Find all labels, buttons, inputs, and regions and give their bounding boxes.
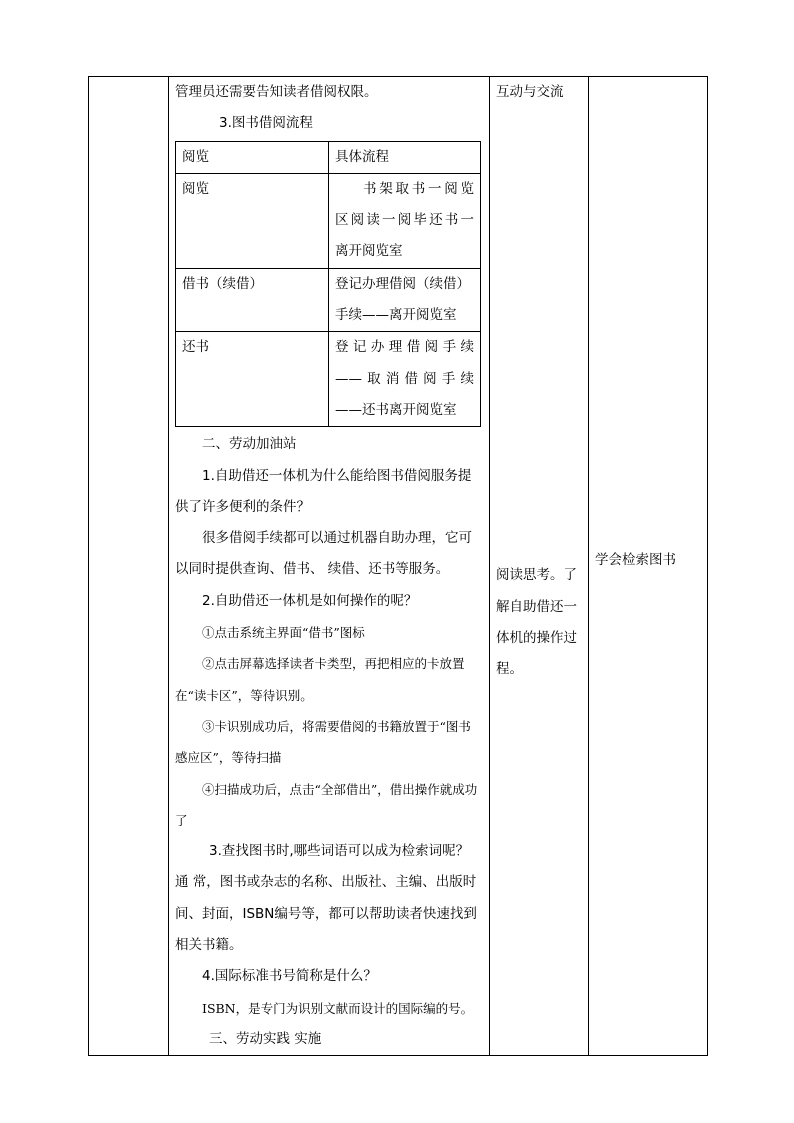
operation-step-4: ④扫描成功后，点击“全部借出”，借出操作就成功了 <box>175 781 478 828</box>
question-4: 4.国际标准书号简称是什么？ <box>202 968 377 985</box>
question-2: 2.自助借还一体机是如何操作的呢？ <box>202 592 418 609</box>
lesson-plan-table <box>88 76 708 1056</box>
flow-step-line: 离开阅览室 <box>335 243 403 260</box>
question-1: 1.自助借还一体机为什么能给图书借阅服务提供了许多便利的条件？ <box>175 467 472 515</box>
flow-steps-cell <box>329 268 481 332</box>
operation-step-3: ③卡识别成功后，将需要借阅的书籍放置于“图书感应区”，等待扫描 <box>175 718 471 766</box>
flow-step-line: 书架取书一阅览 <box>363 180 474 197</box>
section-heading-practice: 三、劳动实践 实施 <box>209 1030 322 1047</box>
flow-step-line: 区阅读一阅毕还书一 <box>335 212 474 229</box>
content-column-cell <box>169 77 490 1056</box>
flow-table-row <box>176 332 481 427</box>
flow-step-line: 登记办理借阅（续借） <box>335 275 470 292</box>
flow-steps-cell <box>329 332 481 427</box>
flow-type-cell: 借书（续借） <box>176 268 329 332</box>
learn-search-books-text: 学会检索图书 <box>595 552 676 568</box>
column-1-empty-cell <box>89 77 169 1056</box>
operation-step-1: ①点击系统主界面“借书”图标 <box>202 625 365 641</box>
goal-column-cell <box>589 77 708 1056</box>
operation-step-2: ②点击屏幕选择读者卡类型，再把相应的卡放置在“读卡区”，等待识别。 <box>175 656 465 703</box>
flow-section-title: 3.图书借阅流程 <box>219 115 313 132</box>
flow-table-header-row <box>176 141 481 173</box>
reading-thinking-text: 阅读思考。了解自助借还一体机的操作过程。 <box>496 567 577 678</box>
question-3: 3.查找图书时,哪些词语可以成为检索词呢？ <box>209 843 470 860</box>
flow-table-header-cell: 阅览 <box>176 141 329 173</box>
permission-note-text: 管理员还需要告知读者借阅权限。 <box>175 84 378 100</box>
flow-step-line: ——取消借阅手续 <box>335 370 474 387</box>
flow-table-row <box>176 268 481 332</box>
borrow-flow-table <box>175 141 481 428</box>
flow-table-row <box>176 173 481 268</box>
flow-table-header-cell: 具体流程 <box>329 141 481 173</box>
flow-type-cell: 还书 <box>176 332 329 427</box>
interaction-text: 互动与交流 <box>496 84 564 100</box>
flow-type-cell: 阅览 <box>176 173 329 268</box>
flow-step-line: 手续——离开阅览室 <box>335 307 457 324</box>
flow-step-line: 登记办理借阅手续 <box>335 339 474 356</box>
section-heading-labor-station: 二、劳动加油站 <box>202 436 297 453</box>
flow-step-line: ——还书离开阅览室 <box>335 401 457 418</box>
answer-3: 通 常，图书或杂志的名称、出版社、主编、出版时间、封面，ISBN编号等，都可以帮助读者快速找到相关书籍。 <box>175 874 477 954</box>
answer-4: ISBN，是专门为识别文献而设计的国际编的号。 <box>202 1000 474 1016</box>
activity-column-cell <box>490 77 589 1056</box>
answer-1: 很多借阅手续都可以通过机器自助办理，它可以同时提供查询、借书、 续借、还书等服务。 <box>175 530 472 578</box>
flow-steps-cell <box>329 173 481 268</box>
